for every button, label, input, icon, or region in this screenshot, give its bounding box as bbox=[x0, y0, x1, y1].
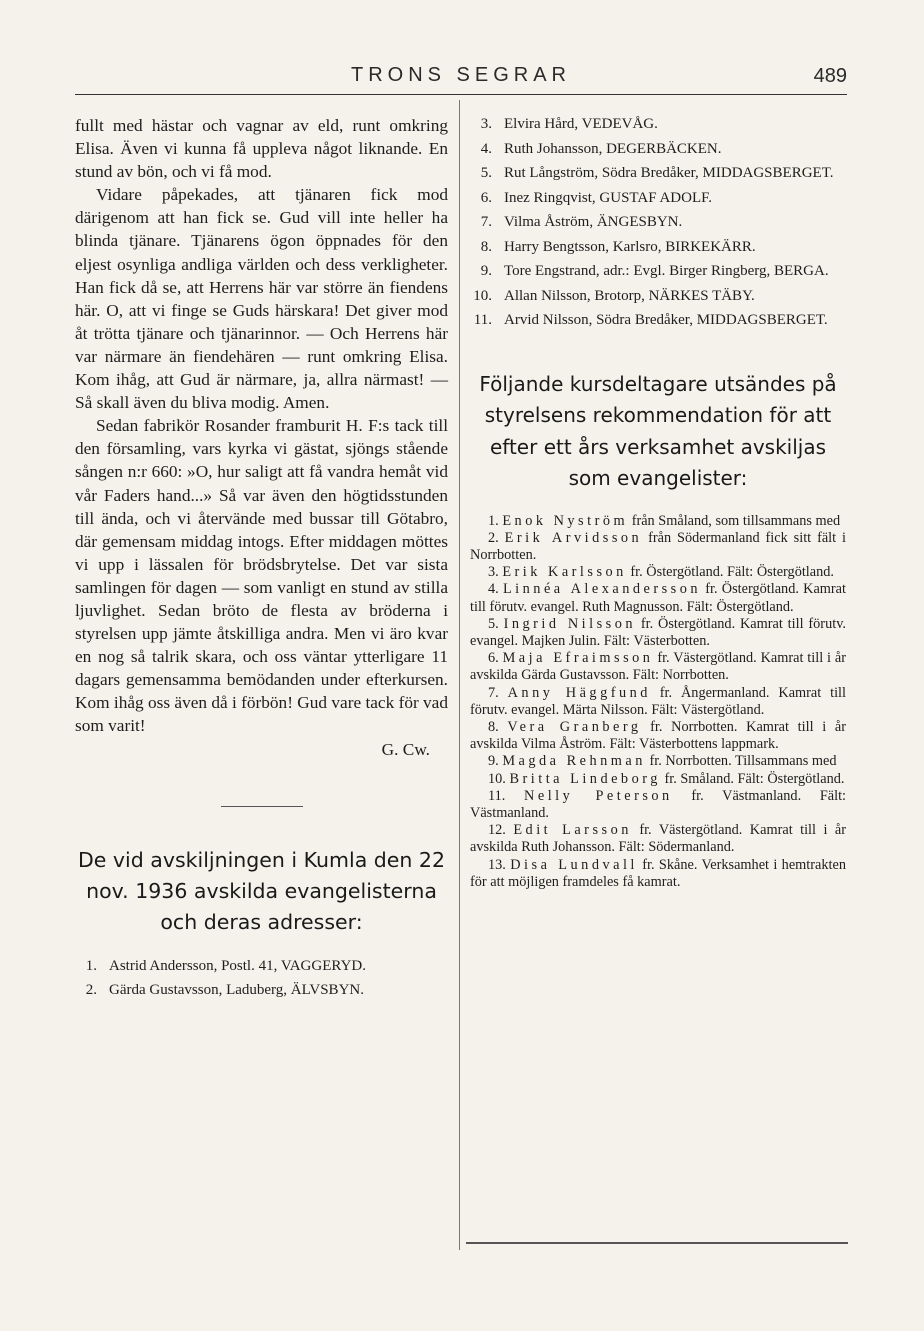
column-divider bbox=[459, 100, 460, 1250]
list-item bbox=[470, 513, 846, 530]
left-column bbox=[75, 114, 448, 1004]
item-text: fr. Skåne. Verksamhet i hemtrakten för att möjligen framdeles få kamrat. bbox=[470, 856, 846, 890]
graduate-name: Edit Larsson bbox=[513, 822, 632, 839]
graduate-name: Erik Karlsson bbox=[502, 564, 627, 581]
item-number: 3. bbox=[488, 564, 499, 581]
list-item bbox=[470, 753, 846, 770]
list-item bbox=[470, 310, 846, 331]
list-item bbox=[470, 857, 846, 891]
graduate-name: Enok Nyström bbox=[502, 512, 629, 529]
item-number: 5. bbox=[480, 165, 492, 181]
graduate-name: Erik Arvidsson bbox=[504, 529, 643, 546]
graduate-name: Nelly Peterson bbox=[524, 787, 673, 804]
item-number: 6. bbox=[480, 189, 492, 206]
item-text: Arvid Nilsson, Södra Bredåker, MIDDAGSBERGET. bbox=[504, 312, 828, 328]
section-heading-graduates: Följande kursdeltagare utsändes på styrelsens rekommendation för att efter ett års verksamhet avskiljas som evangelister: bbox=[479, 371, 837, 490]
graduate-name: Anny Häggfund bbox=[507, 684, 651, 701]
item-number: 4. bbox=[480, 140, 492, 157]
list-item bbox=[75, 956, 448, 976]
item-number: 10. bbox=[473, 287, 492, 304]
item-number: 1. bbox=[488, 512, 499, 529]
item-text: fr. Östergötland. Kamrat till förutv. evangel. Ruth Magnusson. Fält: Östergötland. bbox=[470, 581, 847, 615]
list-item bbox=[470, 685, 846, 719]
paragraph: Sedan fabrikör Rosander framburit H. F:s tack till den församling, vars kyrka vi gästat, sjöngs stående sången n:r 660: »O, hur saligt att få vandra hemåt vid vår Faders hand...» Så var även den högtidsstunden till ända, och vi återvände med bussar till Götabro, där gemensam middag intogs. Efter middagen möttes vi upp i lässalen för brödsbrytelse. Det var sista samlingen för dagen — som vanligt en stund av stilla ljuvlighet. Sedan bröto de flesta av bröderna i styrelsen upp jämte åtskilliga andra. Men vi äro kvar en nog så talrik skara, och oss väntar ytterligare 11 dagars gemensamma bemödanden under efterkursen. Kom ihåg oss även då i förbön! Gud vare tack för vad som varit! bbox=[75, 416, 448, 736]
item-number: 9. bbox=[480, 263, 492, 279]
list-item bbox=[470, 237, 846, 258]
article-body bbox=[75, 114, 448, 761]
running-title: TRONS SEGRAR bbox=[350, 64, 572, 86]
item-text: fr. Östergötland. Kamrat till förutv. evangel. Majken Julin. Fält: Västerbotten. bbox=[470, 615, 846, 649]
item-text: fr. Västergötland. Kamrat till i år avskilda Ruth Johansson. Fält: Södermanland. bbox=[470, 822, 846, 856]
item-number: 5. bbox=[488, 615, 499, 632]
item-text: Ruth Johansson, DEGERBÄCKEN. bbox=[504, 140, 722, 157]
right-column bbox=[470, 114, 846, 891]
signature-line bbox=[75, 738, 448, 761]
graduate-list bbox=[470, 513, 846, 891]
list-item bbox=[470, 139, 846, 160]
item-text: fr. Östergötland. Fält: Östergötland. bbox=[630, 564, 834, 581]
item-number: 2. bbox=[488, 529, 499, 546]
item-text: fr. Ångermanland. Kamrat till förutv. evangel. Märta Nilsson. Fält: Västergötland. bbox=[470, 684, 846, 718]
item-number: 8. bbox=[480, 238, 492, 255]
paragraph: fullt med hästar och vagnar av eld, runt omkring Elisa. Även vi kunna få uppleva något liknande. En stund av bön, och vi få mod. bbox=[75, 116, 448, 182]
item-text: fr. Norrbotten. Tillsammans med bbox=[649, 753, 837, 770]
graduate-name: Ingrid Nilsson bbox=[503, 615, 637, 632]
list-item bbox=[470, 616, 846, 650]
list-item bbox=[470, 212, 846, 233]
graduate-name: Maja Efraimsson bbox=[502, 650, 654, 667]
list-item bbox=[470, 188, 846, 209]
item-number: 12. bbox=[488, 822, 506, 839]
graduate-name: Britta Lindeborg bbox=[509, 770, 661, 787]
list-item bbox=[470, 771, 846, 788]
item-text: från Södermanland fick sitt fält i Norrbotten. bbox=[470, 529, 847, 563]
item-number: 7. bbox=[488, 684, 499, 701]
item-text: Astrid Andersson, Postl. 41, VAGGERYD. bbox=[109, 958, 366, 975]
item-number: 11. bbox=[488, 787, 506, 804]
item-number: 6. bbox=[488, 650, 499, 667]
address-list bbox=[75, 956, 448, 1000]
item-number: 4. bbox=[488, 581, 499, 598]
item-number: 1. bbox=[85, 958, 97, 975]
signature: G. Cw. bbox=[381, 739, 430, 759]
item-number: 3. bbox=[480, 116, 492, 132]
item-text: Elvira Hård, VEDEVÅG. bbox=[504, 116, 658, 132]
item-number: 9. bbox=[488, 753, 499, 770]
item-text: Vilma Åström, ÄNGESBYN. bbox=[504, 214, 683, 230]
list-item bbox=[470, 261, 846, 282]
page-header bbox=[75, 62, 847, 95]
item-text: Inez Ringqvist, GUSTAF ADOLF. bbox=[504, 189, 713, 206]
graduate-name: Linnéa Alexandersson bbox=[502, 581, 702, 598]
list-item bbox=[470, 163, 846, 184]
list-item bbox=[75, 980, 448, 1000]
item-number: 8. bbox=[488, 718, 499, 735]
paragraph: Vidare påpekades, att tjänaren fick mod därigenom att han fick se. Gud vill inte heller ha blinda tjänare. Tjänarens ögon öppnades för den eljest osynliga andliga världen och dess verkligheter. Han fick då se, att Herrens här var större än fiendens här. O, att vi finge se Guds härskara! Det giver mod åt trötta tjänare och tjänarinnor. — Och Herrens här var närmare än fiendehären — runt omkring Elisa. Kom ihåg, att Gud är närmare, ja, allra närmast! — Så skall även du bliva modig. Amen. bbox=[75, 185, 448, 413]
section-heading-addresses: De vid avskiljningen i Kumla den 22 nov. 1936 avskilda evangelisterna och deras adresser: bbox=[77, 848, 445, 935]
item-number: 10. bbox=[488, 770, 506, 787]
list-item bbox=[470, 114, 846, 135]
separator-rule bbox=[221, 806, 303, 808]
list-item bbox=[470, 822, 846, 856]
item-text: fr. Norrbotten. Kamrat till i år avskilda Vilma Åström. Fält: Västerbottens lappmark. bbox=[470, 718, 846, 753]
item-text: fr. Småland. Fält: Östergötland. bbox=[664, 770, 845, 787]
list-item bbox=[470, 286, 846, 307]
graduate-name: Disa Lundvall bbox=[510, 856, 638, 873]
item-number: 2. bbox=[85, 982, 97, 999]
list-item bbox=[470, 719, 846, 753]
graduate-name: Magda Rehnman bbox=[502, 753, 646, 770]
list-item bbox=[470, 581, 846, 615]
item-number: 11. bbox=[473, 312, 492, 328]
address-list-continued bbox=[470, 114, 846, 331]
graduate-name: Vera Granberg bbox=[507, 718, 642, 735]
item-text: Tore Engstrand, adr.: Evgl. Birger Ringberg, BERGA. bbox=[504, 263, 829, 279]
list-item bbox=[470, 564, 846, 581]
item-number: 13. bbox=[488, 856, 506, 873]
page-number: 489 bbox=[813, 65, 847, 87]
item-text: fr. Västergötland. Kamrat till i år avskilda Gärda Gustavsson. Fält: Norrbotten. bbox=[470, 650, 846, 684]
list-item bbox=[470, 530, 846, 564]
item-text: Rut Långström, Södra Bredåker, MIDDAGSBERGET. bbox=[504, 165, 834, 181]
list-item bbox=[470, 788, 846, 822]
item-text: Harry Bengtsson, Karlsro, BIRKEKÄRR. bbox=[504, 238, 756, 255]
list-item bbox=[470, 650, 846, 684]
bottom-rule bbox=[466, 1242, 848, 1244]
item-text: fr. Västmanland. Fält: Västmanland. bbox=[470, 787, 847, 821]
item-text: Gärda Gustavsson, Laduberg, ÄLVSBYN. bbox=[109, 982, 364, 999]
item-number: 7. bbox=[480, 214, 492, 230]
item-text: Allan Nilsson, Brotorp, NÄRKES TÄBY. bbox=[504, 287, 755, 304]
item-text: från Småland, som tillsammans med bbox=[631, 512, 841, 529]
